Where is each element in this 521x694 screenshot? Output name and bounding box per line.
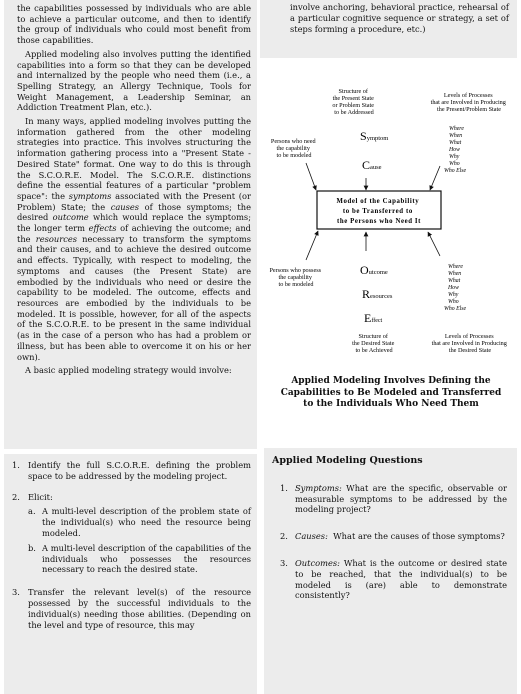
desired-levels-label: Levels of Processes that are Involved in Producing the Desired State: [431, 333, 507, 354]
paragraph-score-model: [17, 116, 251, 362]
arrow-need-to-model: [306, 163, 316, 190]
caption-line: to the Individuals Who Need Them: [303, 399, 479, 409]
paragraph-applied-modeling: Applied modeling also involves putting the identified capabilities into a form so that they can be developed and internalized by the people who need them (i.e., a Spelling Strategy, an Allergy Technique, Tools for Weight Management, a Leadership Seminar, an Addiction Treatment Plan, etc.).: [17, 48, 251, 113]
question-text: [295, 558, 507, 601]
paragraph-strategy-intro: A basic applied modeling strategy would involve:: [25, 365, 232, 376]
outcome-label: Outcome: [360, 263, 388, 277]
effect-label: Effect: [364, 311, 383, 325]
step-text: Transfer the relevant level(s) of the resource possessed by the successful individuals to the individual(s) needing those abilities. (Depending on the level and type of resource, this may: [28, 587, 251, 630]
arrow-possess-to-model: [306, 231, 318, 260]
persons-need-label: Persons who need the capability to be modeled: [270, 138, 316, 159]
text-run: of those symptoms; the desired: [17, 201, 252, 223]
continuation-box: [260, 0, 517, 58]
step-number: 1.: [12, 460, 20, 470]
question-text: [295, 531, 507, 542]
diagram-caption: [266, 376, 516, 411]
step-text: Elicit:: [28, 491, 53, 502]
question-text: [295, 483, 507, 515]
text-run: associated with the Present (or Problem) State; the: [17, 190, 251, 212]
step-1: [12, 460, 251, 482]
question-term: Causes:: [295, 531, 328, 542]
arrow-desired-levels-to-model: [428, 232, 440, 256]
question-3: [272, 558, 507, 601]
step-text: Identify the full S.C.O.R.E. defining the problem space to be addressed by the modeling project.: [28, 460, 251, 481]
text-run: necessary to transform the symptoms and their causes, and to achieve the desired outcome and effects. Typically, with respect to modeling, the symptoms and causes (the Present State) are embodied by the individuals who need or desire the capability to be modeled. The outcome, effects and resources are embodied by the individuals to be modeled. It is possible, however, for all of the aspects of the S.C.O.R.E. to be present in the same individual (as in the case of a person who has had a problem or illness, but has been able to overcome it on his or her own).: [17, 233, 251, 362]
question-term: Outcomes:: [295, 557, 340, 568]
question-number: 2.: [280, 531, 288, 542]
wh-questions-bottom: Where When What How Why Who Who Else: [444, 264, 467, 312]
question-2: [272, 531, 507, 542]
term-resources: resources: [35, 233, 78, 244]
term-causes: causes: [110, 201, 140, 212]
persons-possess-label: Persons who possess the capability to be modeled: [269, 267, 322, 288]
text-run: of achieving the outcome; and the: [17, 223, 251, 244]
cause-label: Cause: [362, 158, 382, 172]
caption-line: Applied Modeling Involves Defining the: [291, 376, 491, 386]
term-effects: effects: [88, 223, 117, 234]
strategy-steps-box: [4, 454, 257, 694]
question-number: 3.: [280, 557, 288, 568]
question-1: [272, 483, 507, 515]
step-2: [12, 492, 251, 578]
questions-box: [264, 448, 517, 694]
desired-structure-label: Structure of the Desired State to be Achieved: [352, 333, 395, 354]
text-run: What are the causes of those symptoms?: [327, 531, 505, 542]
text-run: What is the outcome or desired state to be reached, that the individual(s) to be modeled is (are) able to demonstrate consistently?: [295, 557, 507, 601]
substep-letter: a.: [28, 506, 36, 517]
caption-line: Capabilities to Be Modeled and Transferred: [280, 387, 502, 398]
text-run: In many ways, applied modeling involves putting the information gathered from the other modeling strategies into practice. This involves structuring the information gathering process into a "Present State - Desired State" format. One way to do this is through the S.C.O.R.E. Model. The S.C.O.R.E. distinctions define the essential features of a particular "problem space": the: [17, 116, 251, 201]
present-structure-label: Structure of the Present State or Problem State to be Addressed: [332, 88, 375, 116]
substep-b: [28, 543, 251, 575]
term-symptoms: symptoms: [68, 190, 112, 201]
capability-model-text: Model of the Capability to be Transferred to the Persons who Need It: [336, 198, 422, 225]
step-number: 3.: [12, 587, 20, 598]
body-text-column: [4, 0, 257, 449]
resources-label: Resources: [362, 287, 393, 301]
substep-a: [28, 506, 251, 538]
questions-title: Applied Modeling Questions: [272, 455, 423, 466]
present-levels-label: Levels of Processes that are Involved in Producing the Present/Problem State: [430, 92, 506, 113]
step-3: [12, 587, 251, 630]
text-run: What are the specific, observable or measurable symptoms to be addressed by the modeling project?: [295, 482, 507, 515]
question-number: 1.: [280, 482, 288, 493]
text-run: which would replace the symptoms; the longer term: [17, 212, 251, 234]
substep-text: A multi-level description of the capabilities of the individuals who possesses the resources necessary to reach the desired state.: [42, 542, 251, 575]
substep-text: A multi-level description of the problem state of the individual(s) who need the resource being modeled.: [42, 506, 251, 538]
arrow-levels-to-model: [430, 166, 440, 190]
wh-questions-top: Where When What How Why Who Who Else: [444, 126, 467, 174]
continuation-text: involve anchoring, behavioral practice, rehearsal of a particular cognitive sequence or strategy, a set of steps forming a procedure, etc.): [290, 2, 509, 34]
step-body: [28, 492, 251, 578]
term-outcome: outcome: [52, 212, 89, 223]
score-diagram: [262, 86, 518, 362]
step-number: 2.: [12, 491, 20, 502]
substep-letter: b.: [28, 542, 36, 553]
question-term: Symptoms:: [295, 482, 342, 493]
paragraph-intro: the capabilities possessed by individuals who are able to achieve a particular outcome, and then to identify the group of individuals who could most benefit from those capabilities.: [17, 3, 251, 46]
symptom-label: Symptom: [360, 129, 389, 143]
